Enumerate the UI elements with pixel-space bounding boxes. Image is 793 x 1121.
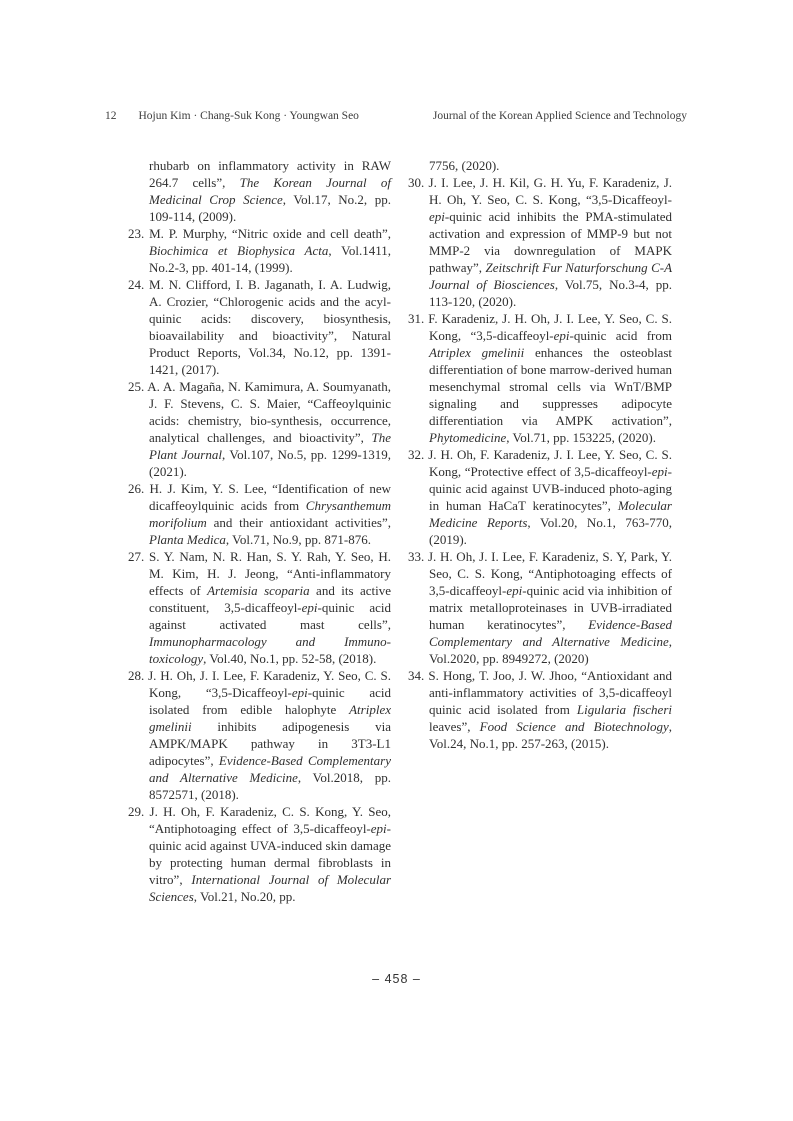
italic-text: epi [506,583,523,598]
reference-item: 23. M. P. Murphy, “Nitric oxide and cell death”, Biochimica et Biophysica Acta, Vol.1411, No.2-3, pp. 401-14, (1999). [128,226,392,275]
reference-item: 24. M. N. Clifford, I. B. Jaganath, I. A. Ludwig, A. Crozier, “Chlorogenic acids and the acyl-quinic acids: discovery, biosynthesis, bioavailability and bioactivity”, Natural Product Reports, Vol.34, No.12, pp. 1391-1421, (2017). [128,277,391,377]
reference-number: 23. [128,226,145,241]
italic-text: epi [291,685,308,700]
references-column-left [128,157,391,905]
references-column-right [408,157,672,752]
italic-text: epi [651,464,668,479]
italic-text: Zeitschrift Fur Naturforschung C-A Journal of Biosciences [429,260,673,292]
reference-number: 26. [128,481,145,496]
reference-item: 31. F. Karadeniz, J. H. Oh, J. I. Lee, Y. Seo, C. S. Kong, “3,5-dicaffeoyl-epi-quinic acid from Atriplex gmelinii enhances the osteoblast differentiation of bone marrow-derived human mesenchymal stromal cells via WnT/BMP signaling and suppresses adipocyte differentiation via AMPK activation”, Phytomedicine, Vol.71, pp. 153225, (2020). [408,311,673,445]
reference-item: 27. S. Y. Nam, N. R. Han, S. Y. Rah, Y. Seo, H. M. Kim, H. J. Jeong, “Anti-inflammatory effects of Artemisia scoparia and its active constituent, 3,5-dicaffeoyl-epi-quinic acid against activated mast cells”, Immunopharmacology and Immuno-toxicology, Vol.40, No.1, pp. 52-58, (2018). [128,549,392,666]
running-authors: Hojun Kim · Chang-Suk Kong · Youngwan Seo [138,110,359,122]
reference-item: 34. S. Hong, T. Joo, J. W. Jhoo, “Antioxidant and anti-inflammatory activities of 3,5-dicaffeoyl quinic acid isolated from Ligularia fischeri leaves”, Food Science and Biotechnology, Vol.24, No.1, pp. 257-263, (2015). [408,668,672,751]
italic-text: Biochimica et Biophysica Acta [149,243,329,258]
italic-text: Chrysanthemum morifolium [149,498,391,530]
italic-text: Planta Medica [149,532,226,547]
running-journal-title: Journal of the Korean Applied Science and Technology [432,110,687,122]
reference-number: 24. [128,277,145,292]
reference-item: 30. J. I. Lee, J. H. Kil, G. H. Yu, F. Karadeniz, J. H. Oh, Y. Seo, C. S. Kong, “3,5-Dicaffeoyl-epi-quinic acid inhibits the PMA-stimulated activation and expression of MMP-9 but not MMP-2 via downregulation of MAPK pathway”, Zeitschrift Fur Naturforschung C-A Journal of Biosciences, Vol.75, No.3-4, pp. 113-120, (2020). [408,175,673,309]
italic-text: Food Science and Biotechnology [479,719,669,734]
reference-item: 26. H. J. Kim, Y. S. Lee, “Identification of new dicaffeoylquinic acids from Chrysanthemum morifolium and their antioxidant activities”, Planta Medica, Vol.71, No.9, pp. 871-876. [128,481,391,547]
reference-number: 28. [128,668,145,683]
italic-text: Phytomedicine [429,430,507,445]
page-header [105,110,687,122]
italic-text: epi [429,209,445,224]
reference-item: 32. J. H. Oh, F. Karadeniz, J. I. Lee, Y. Seo, C. S. Kong, “Protective effect of 3,5-dicaffeoyl-epi-quinic acid against UVB-induced photo-aging in human HaCaT keratinocytes”, Molecular Medicine Reports, Vol.20, No.1, 763-770, (2019). [408,447,673,547]
italic-text: epi [553,328,570,343]
italic-text: Evidence-Based Complementary and Alternative Medicine [429,617,672,649]
italic-text: International Journal of Molecular Sciences [149,872,392,904]
italic-text: epi [370,821,387,836]
reference-number: 34. [408,668,425,683]
reference-number: 30. [408,175,425,190]
reference-item: 29. J. H. Oh, F. Karadeniz, C. S. Kong, Y. Seo, “Antiphotoaging effect of 3,5-dicaffeoyl-epi-quinic acid against UVA-induced skin damage by protecting human dermal fibroblasts in vitro”, International Journal of Molecular Sciences, Vol.21, No.20, pp. [128,804,392,904]
reference-number: 25. [128,379,145,394]
italic-text: Atriplex gmelinii [149,702,391,734]
italic-text: The Korean Journal of Medicinal Crop Science [149,175,391,207]
italic-text: Molecular Medicine Reports [429,498,672,530]
reference-item: rhubarb on inflammatory activity in RAW 264.7 cells”, The Korean Journal of Medicinal Crop Science, Vol.17, No.2, pp. 109-114, (2009). [149,158,391,224]
header-left [105,110,359,122]
reference-number: 32. [408,447,425,462]
reference-number: 33. [408,549,425,564]
italic-text: Immunopharmacology and Immuno-toxicology [149,634,391,666]
italic-text: epi [301,600,318,615]
page-number: 12 [105,110,117,122]
reference-number: 31. [408,311,425,326]
page-footer: – 458 – [372,972,421,986]
reference-number: 29. [128,804,145,819]
reference-number: 27. [128,549,145,564]
italic-text: The Plant Journal [149,430,391,462]
italic-text: Artemisia scoparia [207,583,310,598]
italic-text: Atriplex gmelinii [429,345,525,360]
reference-item: 25. A. A. Magaña, N. Kamimura, A. Soumyanath, J. F. Stevens, C. S. Maier, “Caffeoylquinic acids: chemistry, bio-synthesis, occurrence, analytical challenges, and bioactivity”, The Plant Journal, Vol.107, No.5, pp. 1299-1319, (2021). [128,379,392,479]
reference-item: 7756, (2020). [429,158,500,173]
reference-item: 33. J. H. Oh, J. I. Lee, F. Karadeniz, S. Y, Park, Y. Seo, C. S. Kong, “Antiphotoaging effects of 3,5-dicaffeoyl-epi-quinic acid via inhibition of matrix metalloproteinases in UVB-irradiated human keratinocytes”, Evidence-Based Complementary and Alternative Medicine, Vol.2020, pp. 8949272, (2020) [408,549,672,666]
italic-text: Ligularia fischeri [576,702,672,717]
reference-item: 28. J. H. Oh, J. I. Lee, F. Karadeniz, Y. Seo, C. S. Kong, “3,5-Dicaffeoyl-epi-quinic acid isolated from edible halophyte Atriplex gmelinii inhibits adipogenesis via AMPK/MAPK pathway in 3T3-L1 adipocytes”, Evidence-Based Complementary and Alternative Medicine, Vol.2018, pp. 8572571, (2018). [128,668,392,802]
italic-text: Evidence-Based Complementary and Alternative Medicine [149,753,391,785]
